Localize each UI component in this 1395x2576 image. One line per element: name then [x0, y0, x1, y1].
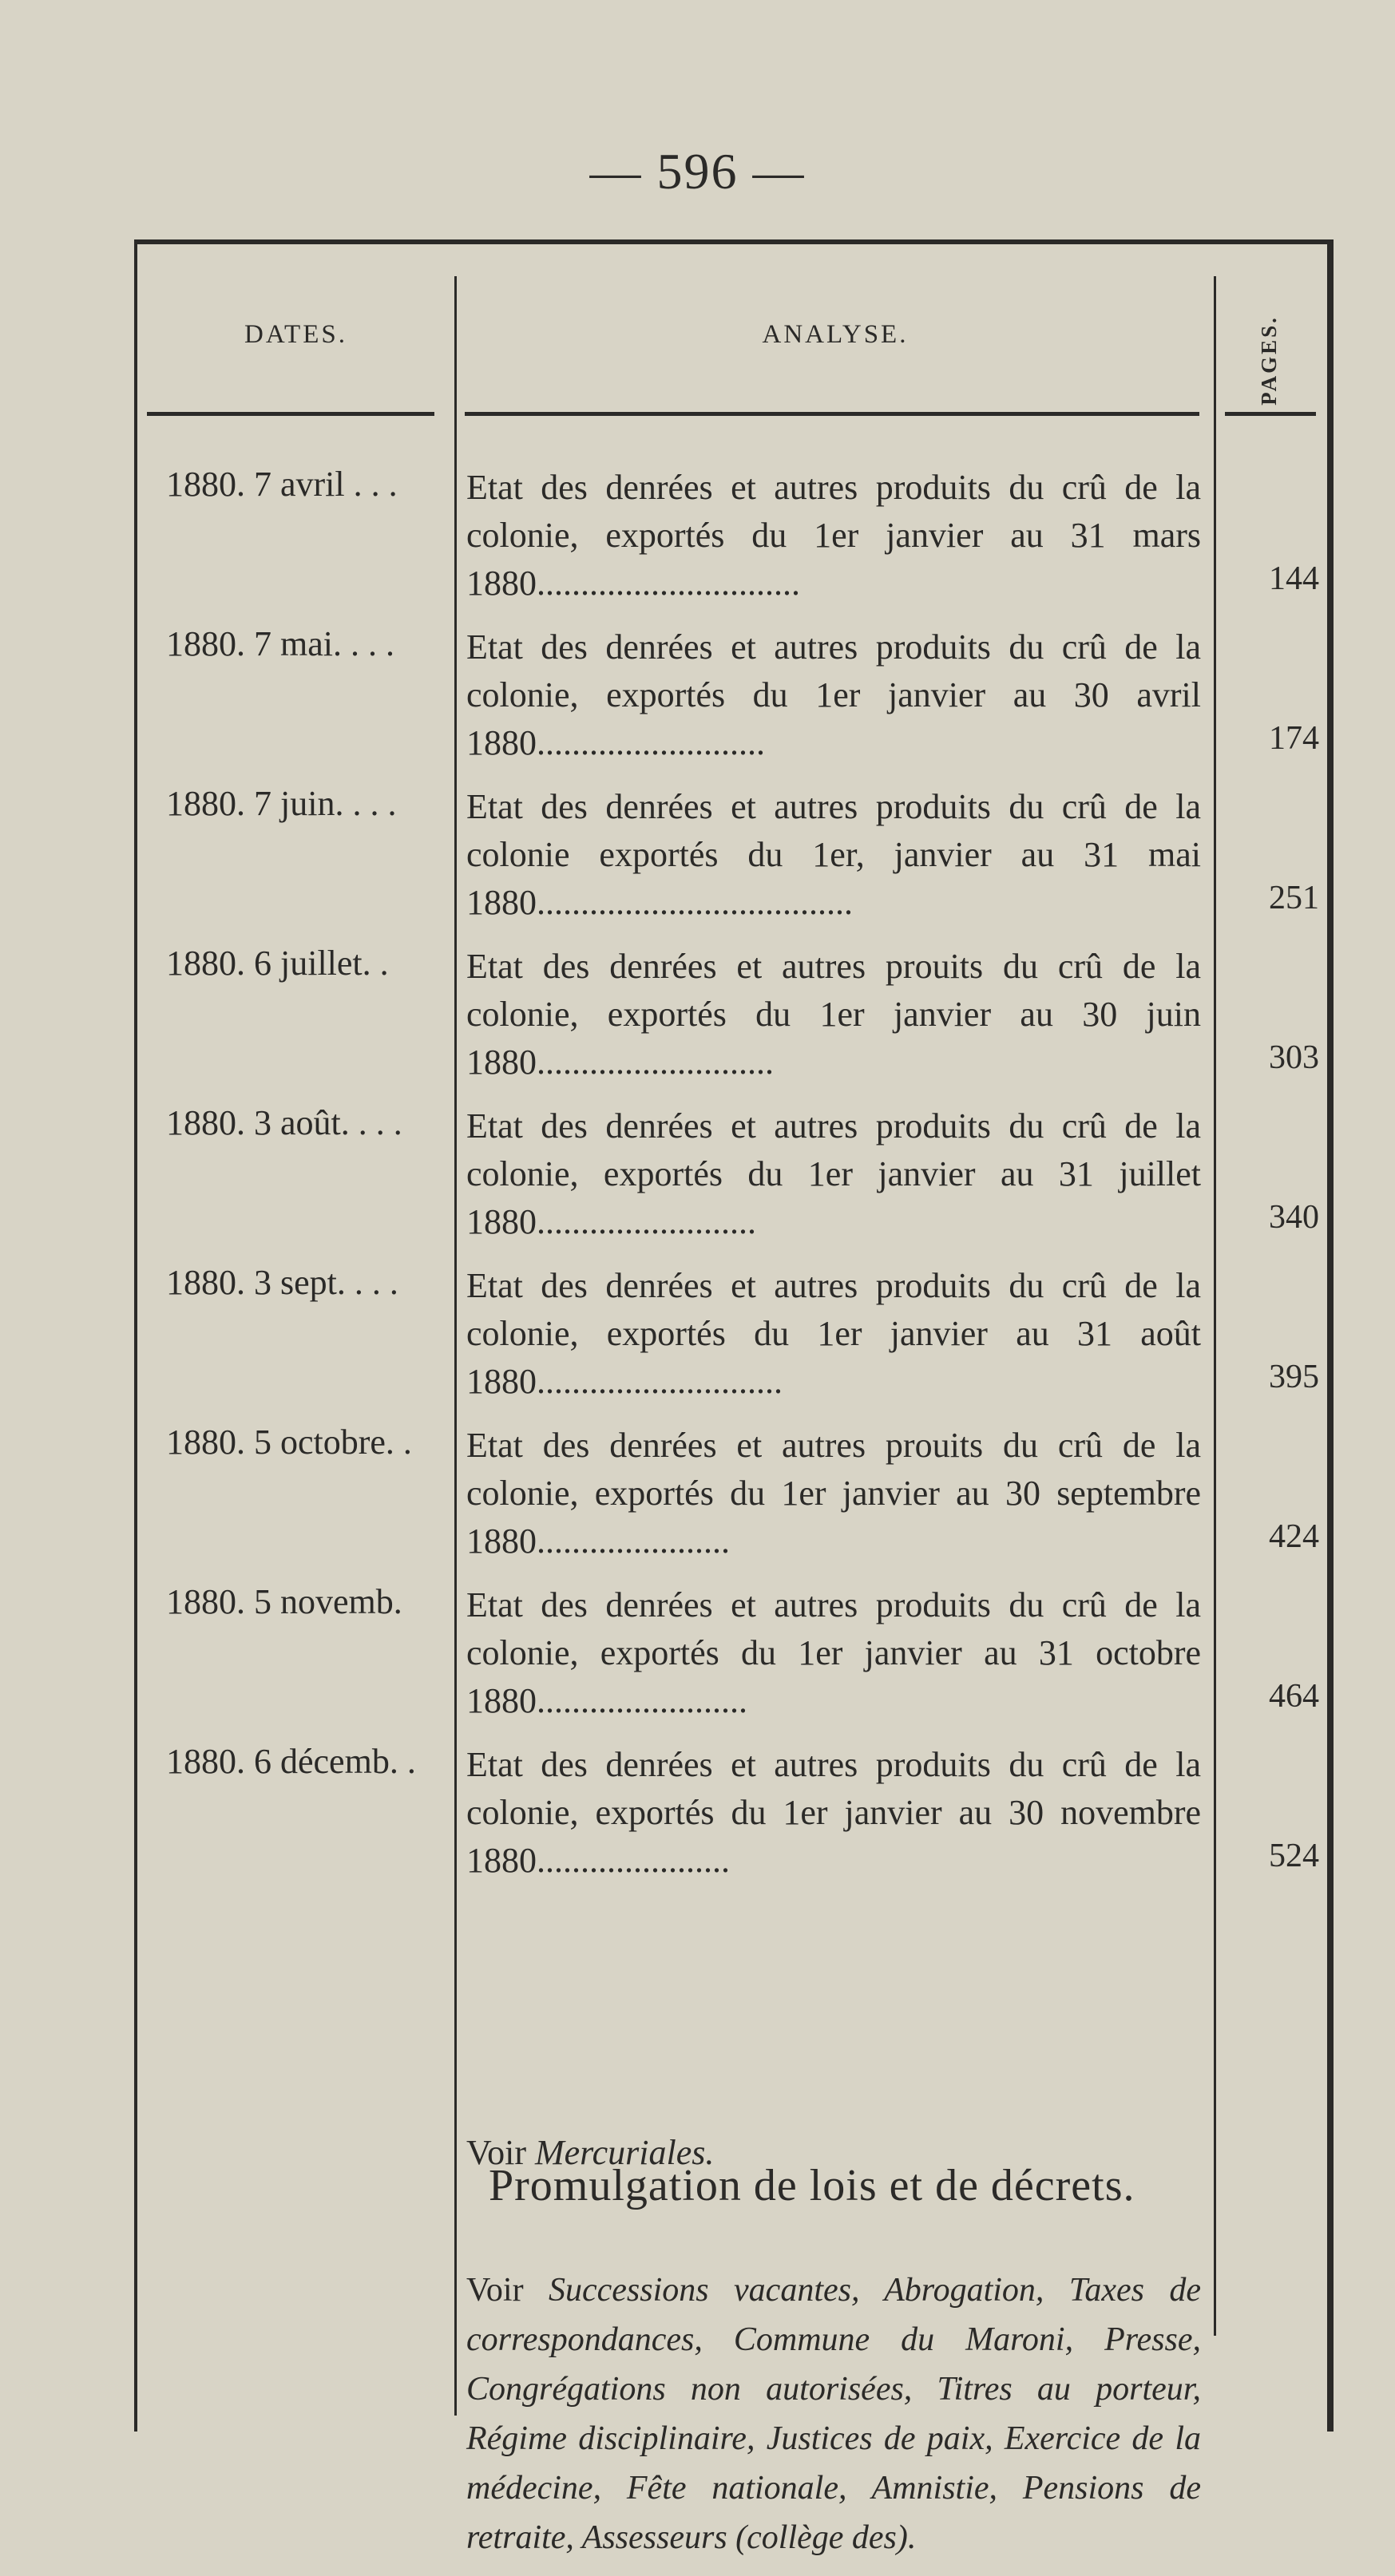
entry-analysis: Etat des denrées et autres produits du crû de la colonie, exportés du 1er janvier au 31 mars 1880..............................	[466, 468, 1201, 603]
index-table	[134, 239, 1334, 2556]
voir-prefix: Voir	[466, 2133, 526, 2172]
entries-list	[137, 464, 1327, 2556]
table-row	[137, 1422, 1327, 1581]
mercuriales-reference: Mercuriales.	[534, 2133, 715, 2172]
entry-date: 1880. 7 avril . . .	[166, 465, 398, 504]
entry-page: 395	[1269, 1359, 1319, 1395]
header-rule-pages	[1225, 412, 1316, 416]
page-number: — 596 —	[589, 143, 806, 200]
entry-analysis: Etat des denrées et autres produits du crû de la colonie, exportés du 1er janvier au 30 novembre 1880......................	[466, 1745, 1201, 1880]
table-row	[137, 943, 1327, 1102]
table-row	[137, 1581, 1327, 1741]
entry-date: 1880. 6 décemb. .	[166, 1742, 416, 1781]
entry-page: 524	[1269, 1838, 1319, 1874]
entry-date: 1880. 3 sept. . . .	[166, 1263, 398, 1302]
entry-page: 303	[1269, 1039, 1319, 1076]
table-row	[137, 1102, 1327, 1262]
header-rule-analyse	[465, 412, 1199, 416]
entry-page: 424	[1269, 1518, 1319, 1555]
entry-analysis: Etat des denrées et autres produits du crû de la colonie, exportés du 1er janvier au 31 octobre 1880........................	[466, 1585, 1201, 1720]
entry-page: 464	[1269, 1678, 1319, 1715]
header-pages-label: PAGES.	[1256, 315, 1281, 406]
table-row	[137, 1262, 1327, 1422]
references-list: Successions vacantes, Abrogation, Taxes de correspondances, Commune du Maroni, Presse, Congrégations non autorisées, Titres au porteur, Régime disciplinaire, Justices de paix, Exercice de la médecine, Fête nationale, Amnistie, Pensions de retraite, Assesseurs (collège des).	[466, 2272, 1202, 2556]
entry-date: 1880. 7 mai. . . .	[166, 624, 394, 663]
entry-page: 174	[1269, 720, 1319, 757]
header-dates: DATES.	[244, 320, 347, 349]
header-rule-dates	[147, 412, 434, 416]
entry-date: 1880. 5 novemb.	[166, 1582, 402, 1621]
entry-analysis: Etat des denrées et autres produits du crû de la colonie exportés du 1er, janvier au 31 mai 1880....................................	[466, 787, 1201, 922]
voir-references	[466, 2265, 1201, 2562]
voir-prefix-2: Voir	[466, 2272, 524, 2309]
table-row	[137, 1741, 1327, 1901]
table-row	[137, 623, 1327, 783]
table-row	[137, 464, 1327, 623]
entry-analysis: Etat des denrées et autres prouits du crû de la colonie, exportés du 1er janvier au 30 juin 1880...........................	[466, 947, 1201, 1082]
entry-page: 251	[1269, 880, 1319, 916]
entry-date: 1880. 3 août. . . .	[166, 1103, 402, 1142]
header-pages	[1217, 276, 1321, 444]
entry-date: 1880. 6 juillet. .	[166, 944, 389, 983]
section-title-promulgation: Promulgation de lois et de décrets.	[489, 2161, 1135, 2210]
entry-date: 1880. 5 octobre. .	[166, 1423, 412, 1462]
table-row	[137, 783, 1327, 943]
entry-analysis: Etat des denrées et autres produits du crû de la colonie, exportés du 1er janvier au 30 avril 1880..........................	[466, 627, 1201, 762]
header-analyse: ANALYSE.	[762, 320, 909, 349]
entry-page: 144	[1269, 560, 1319, 597]
entry-analysis: Etat des denrées et autres produits du crû de la colonie, exportés du 1er janvier au 31 juillet 1880.........................	[466, 1106, 1201, 1241]
entry-analysis: Etat des denrées et autres produits du crû de la colonie, exportés du 1er janvier au 31 août 1880............................	[466, 1266, 1201, 1401]
entry-analysis: Etat des denrées et autres prouits du crû de la colonie, exportés du 1er janvier au 30 septembre 1880......................	[466, 1426, 1201, 1561]
entry-page: 340	[1269, 1199, 1319, 1236]
entry-date: 1880. 7 juin. . . .	[166, 784, 397, 823]
